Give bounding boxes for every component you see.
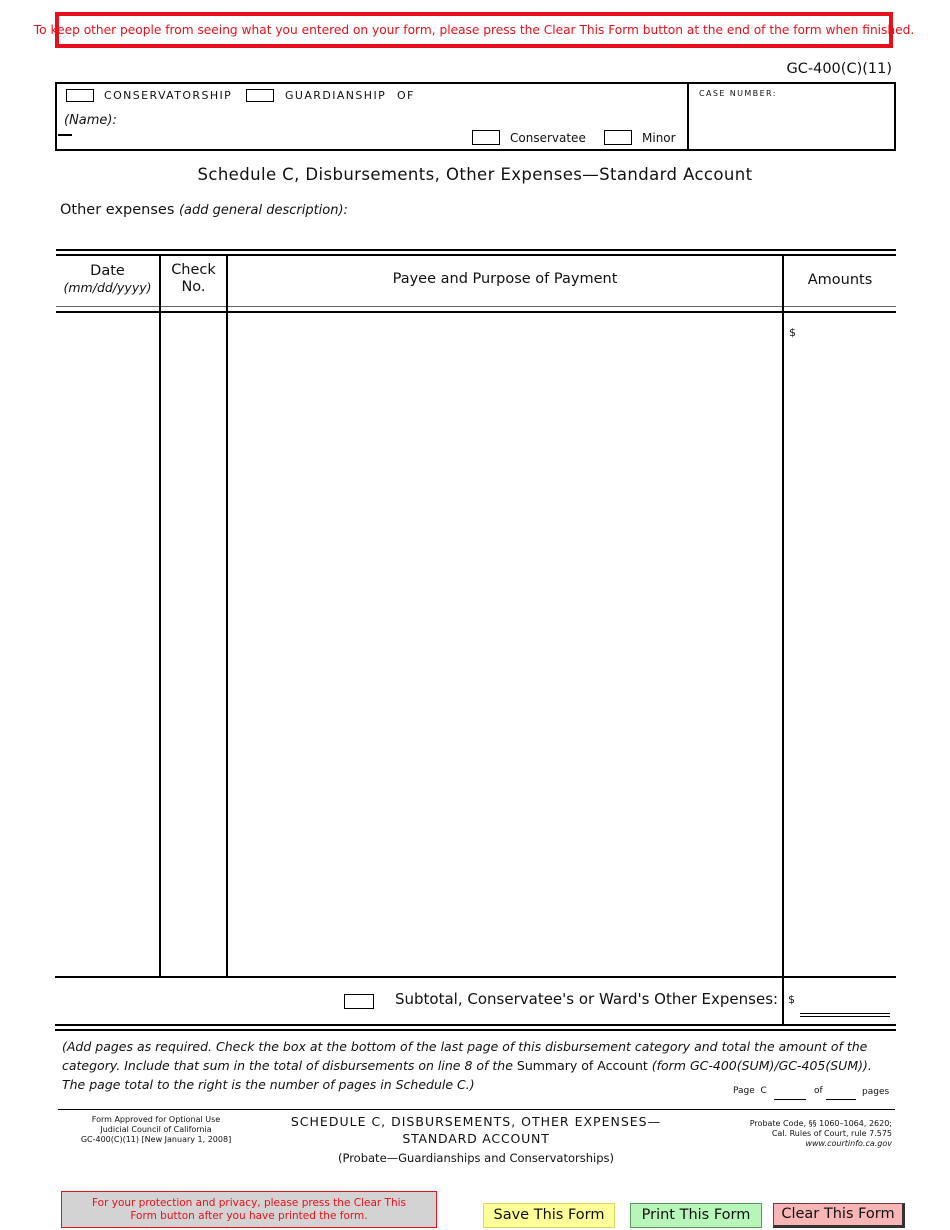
payee-purpose-column-input[interactable] xyxy=(230,316,780,974)
bottom-privacy-notice-text: For your protection and privacy, please press the Clear This Form button after you have printed the form. xyxy=(91,1196,407,1222)
print-form-button[interactable]: Print This Form xyxy=(630,1203,762,1228)
clear-form-button[interactable]: Clear This Form xyxy=(773,1203,905,1228)
check-header-line2: No. xyxy=(181,279,206,295)
footer-right-line2: Cal. Rules of Court, rule 7.575 xyxy=(771,1129,892,1138)
form-number: GC-400(C)(11) xyxy=(786,61,892,77)
subtotal-amount-input[interactable] xyxy=(800,988,890,1012)
date-header-label: Date xyxy=(90,263,125,279)
payee-column-header: Payee and Purpose of Payment xyxy=(392,271,618,287)
minor-label: Minor xyxy=(642,131,676,145)
date-column-header xyxy=(56,263,159,295)
page-title: Schedule C, Disbursements, Other Expenses—Standard Account xyxy=(197,165,753,184)
check-column-header xyxy=(161,262,226,296)
footer-left-line3: GC-400(C)(11) [New January 1, 2008] xyxy=(80,1135,232,1144)
name-input[interactable] xyxy=(120,110,675,128)
page-label: Page C xyxy=(733,1086,767,1096)
minor-checkbox[interactable] xyxy=(604,130,632,145)
guardianship-checkbox[interactable] xyxy=(246,89,274,102)
subtotal-dollar-sign: $ xyxy=(788,993,795,1006)
check-number-column-input[interactable] xyxy=(163,316,224,974)
conservatorship-checkbox[interactable] xyxy=(66,89,94,102)
of-pages-label: of xyxy=(814,1086,823,1096)
instructions-part2: (form GC-400(SUM)/GC-405(SUM)). xyxy=(647,1058,872,1073)
date-column-input[interactable] xyxy=(58,316,157,974)
footer-right-line1: Probate Code, §§ 1060–1064, 2620; xyxy=(749,1119,892,1128)
save-form-button[interactable]: Save This Form xyxy=(483,1203,615,1228)
guardianship-label: GUARDIANSHIP xyxy=(285,89,387,102)
footer-center-line3: (Probate—Guardianships and Conservatorships) xyxy=(337,1151,614,1165)
footer-left xyxy=(56,1115,256,1145)
privacy-banner xyxy=(33,12,915,48)
other-expenses-description-input[interactable] xyxy=(340,200,890,218)
subtotal-label: Subtotal, Conservatee's or Ward's Other Expenses: xyxy=(395,990,779,1008)
footer-right xyxy=(750,1119,892,1149)
amounts-dollar-sign: $ xyxy=(789,326,796,339)
other-expenses-row xyxy=(60,202,348,218)
footer-left-line2: Judicial Council of California xyxy=(100,1125,212,1134)
amounts-column-header: Amounts xyxy=(807,272,873,288)
case-number-label: CASE NUMBER: xyxy=(699,89,777,98)
other-expenses-label: Other expenses xyxy=(60,202,175,218)
privacy-banner-text: To keep other people from seeing what you entered on your form, please press the Clear This Form button at the end of the form when finished. xyxy=(33,23,915,37)
footer-right-line3: www.courtinfo.ca.gov xyxy=(805,1139,892,1148)
conservatee-checkbox[interactable] xyxy=(472,130,500,145)
name-label: (Name): xyxy=(64,113,117,128)
total-pages-input[interactable] xyxy=(826,1083,856,1100)
date-format-hint: (mm/dd/yyyy) xyxy=(63,280,152,295)
amounts-column-input[interactable] xyxy=(800,316,894,974)
footer-center xyxy=(276,1114,676,1165)
last-page-checkbox[interactable] xyxy=(344,994,374,1009)
page-number-input[interactable] xyxy=(774,1083,806,1100)
instructions-part1: (Add pages as required. Check the box at the bottom of the last page of this disbursement category and total the amount of the category. Include that sum in the total of disbursements on line 8 of the xyxy=(62,1039,868,1073)
bottom-privacy-notice xyxy=(61,1191,437,1228)
footer-center-line1: SCHEDULE C, DISBURSEMENTS, OTHER EXPENSES— xyxy=(290,1114,662,1129)
of-label: OF xyxy=(397,89,415,102)
footer-left-line1: Form Approved for Optional Use xyxy=(91,1115,221,1124)
summary-of-account-text: Summary of Account xyxy=(516,1058,648,1073)
footer-center-line2: STANDARD ACCOUNT xyxy=(402,1131,550,1146)
instructions xyxy=(62,1037,892,1094)
check-header-line1: Check xyxy=(171,262,216,278)
conservatee-label: Conservatee xyxy=(510,131,586,145)
instructions-part3: The page total to the right is the number of pages in Schedule C.) xyxy=(62,1077,475,1092)
pages-label: pages xyxy=(862,1087,890,1097)
case-number-input[interactable] xyxy=(692,102,890,146)
conservatorship-label: CONSERVATORSHIP xyxy=(104,89,233,102)
other-expenses-hint: (add general description): xyxy=(178,203,348,218)
